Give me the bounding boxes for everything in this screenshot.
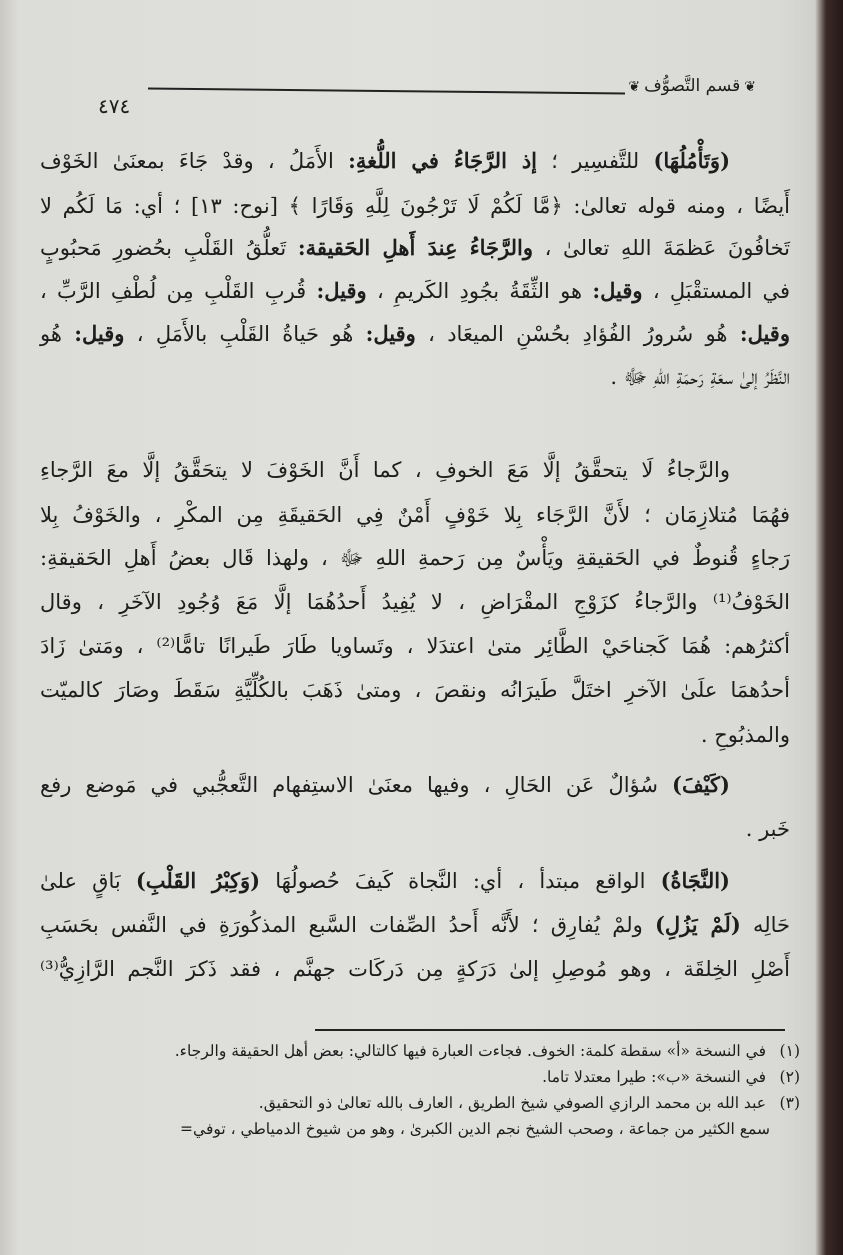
bold-term: وقيل: [592,278,643,303]
footnote [110,1092,800,1114]
bold-term: (النَّجَاةُ) [660,868,730,893]
header-rule [148,88,625,95]
text-segment: حَالِه [740,913,791,937]
text-segment: تَخافُونَ عَظمَةَ اللهِ تعالىٰ ، [532,236,790,260]
text-segment: الخَوْفُ⁽¹⁾ والرَّجاءُ كزَوْجِ المقْرَاضِ ، لا يُفِيدُ أَحدُهُمَا إلَّا مَعَ وُجُودِ الآخَرِ ، وقال [40,590,790,614]
bold-term: (لَمْ يَزُلِ) [654,912,741,937]
bold-term: وقيل: [74,321,125,346]
text-line [40,543,790,573]
ornament-icon: ❦ [744,79,756,95]
bold-term: (وَتَأْمُلُهَا) [653,148,731,173]
text-line [40,500,790,530]
footnote [50,1118,770,1140]
bold-term: (كَيْفَ) [672,772,730,797]
text-line [40,319,790,349]
text-segment: في المستقْبَلِ ، [642,279,791,303]
text-segment: بَاقٍ علىٰ [40,869,136,893]
text-segment: هُو [40,322,75,346]
text-line [40,954,790,984]
text-segment: رَجاءٍ قُنوطٌ في الحَقيقةِ ويَأْسٌ مِن رَحمةِ اللهِ ﷻ ، ولهذا قَال بعضُ أَهلِ الحَقيقةِ: [40,546,790,570]
running-header [0,76,800,116]
footnote-text: عبد الله بن محمد الرازي الصوفي شيخ الطريق ، العارف بالله تعالىٰ ذو التحقيق. [258,1094,766,1112]
text-segment: النَّظَرُ إلىٰ سعَةِ رَحمَةِ اللهِ ﷻ . [610,365,790,389]
footnote-number: (٣) [779,1094,800,1112]
text-segment: هُو سُرورُ الفُؤادِ بحُسْنِ الميعَاد ، [415,322,740,346]
text-segment: فهُمَا مُتلازِمَان ؛ لأَنَّ الرَّجَاء بِلا خَوْفٍ أَمْنٌ فِي الحَقيقَةِ مِن المكْرِ ، والخَوْفُ بِلا [40,503,790,527]
bold-term: وقيل: [365,321,416,346]
section-title-text: قسم التَّصوُّف [644,76,741,96]
text-segment: هُو حَياةُ القَلْبِ بالأَمَلِ ، [124,322,366,346]
text-segment: والرَّجاءُ لَا يتحقَّقُ إلَّا مَعَ الخوفِ ، كما أَنَّ الخَوْفَ لا يتحَقَّقُ إلَّا معَ الرَّجاءِ [40,458,730,482]
text-line [40,276,790,306]
text-segment: أَيضًا ، ومنه قوله تعالىٰ: ﴿مَّا لَكُمْ لَا تَرْجُونَ لِلَّهِ وَقَارًا ﴾ [نوح: ١٣] ؛ أي: مَا لَكُم لا [40,194,791,218]
page-number: ٤٧٤ [98,94,131,118]
text-segment: سُؤالٌ عَن الحَالِ ، وفيها معنَىٰ الاستِفهام التَّعجُّبي في مَوضع رفع [40,773,673,797]
footnote-text: في النسخة «أ» سقطة كلمة: الخوف. فجاءت العبارة فيها كالتالي: بعض أهل الحقيقة والرجاء. [174,1042,766,1060]
text-line [40,631,790,661]
text-line [40,587,790,617]
text-segment: الأَمَلُ ، وقدْ جَاءَ بمعنَىٰ الخَوْف [40,149,349,173]
section-title [624,76,760,96]
text-segment: أكثرُهم: هُمَا كَجناحَيْ الطَّائِر متىٰ اعتدَلا ، وتَساويا طَارَ طَيرانًا تامًّا⁽²⁾ ، ومَتىٰ زَادَ [40,634,790,658]
bold-term: (وَكِبْرُ القَلْبِ) [135,868,261,893]
bold-term: وقيل: [739,321,790,346]
text-segment: خَبر . [745,817,790,841]
text-line [40,866,730,896]
text-segment: الواقع مبتدأ ، أي: النَّجاة كَيفَ حُصولُهَا [260,869,661,893]
footnote-text: سمع الكثير من جماعة ، وصحب الشيخ نجم الدين الكبرىٰ ، وهو من شيوخ الدمياطي ، توفي= [180,1120,770,1138]
text-line [40,910,790,940]
footnote-text: في النسخة «ب»: طيرا معتدلا تاما. [542,1068,766,1086]
ornament-icon: ❦ [628,79,641,95]
text-segment: تَعلُّقُ القَلْبِ بحُضورِ مَحبُوبٍ [40,236,298,260]
footnote-separator [315,1029,785,1031]
footnote [110,1066,800,1088]
text-segment: والمذبُوحِ . [700,723,790,747]
text-line [40,455,730,485]
text-line [40,770,730,800]
text-line [40,814,790,844]
text-segment: للتَّفسِير ؛ [537,149,654,173]
footnote-number: (٢) [779,1068,800,1086]
footnote-number: (١) [779,1042,800,1060]
text-line [40,233,790,263]
text-segment: ولمْ يُفارِق ؛ لأَنَّه أَحدُ الصِّفات السَّبع المذكُورَةِ في النَّفس بحَسَبِ [40,913,655,937]
text-line [40,146,730,176]
text-segment: أَصْلِ الخِلقَة ، وهو مُوصِلِ إلىٰ دَرَكةٍ مِن دَركَات جهنَّم ، فقد ذَكرَ النَّجم الرَّازِيُّ⁽³⁾ [40,957,790,981]
text-line [40,362,790,392]
footnote [110,1040,800,1062]
bold-term: والرَّجَاءُ عِندَ أَهلِ الحَقيقة: [297,235,533,260]
text-segment: هو الثِّقَةُ بجُودِ الكَريمِ ، [366,279,593,303]
text-line [40,675,790,705]
text-line [40,191,790,221]
bold-term: وقيل: [316,278,367,303]
bold-term: إذ الرَّجَاءُ في اللُّغةِ: [348,148,538,173]
text-segment: قُربِ القَلْبِ مِن لُطْفِ الرَّبِّ ، [40,279,317,303]
text-segment: أحدُهمَا علَىٰ الآخرِ اختَلَّ طَيرَانُه ونقصَ ، ومتىٰ ذَهَبَ بالكُلِّيَّةِ سَقَطَ وصَارَ كالميّت [40,678,790,702]
text-line [40,720,790,750]
